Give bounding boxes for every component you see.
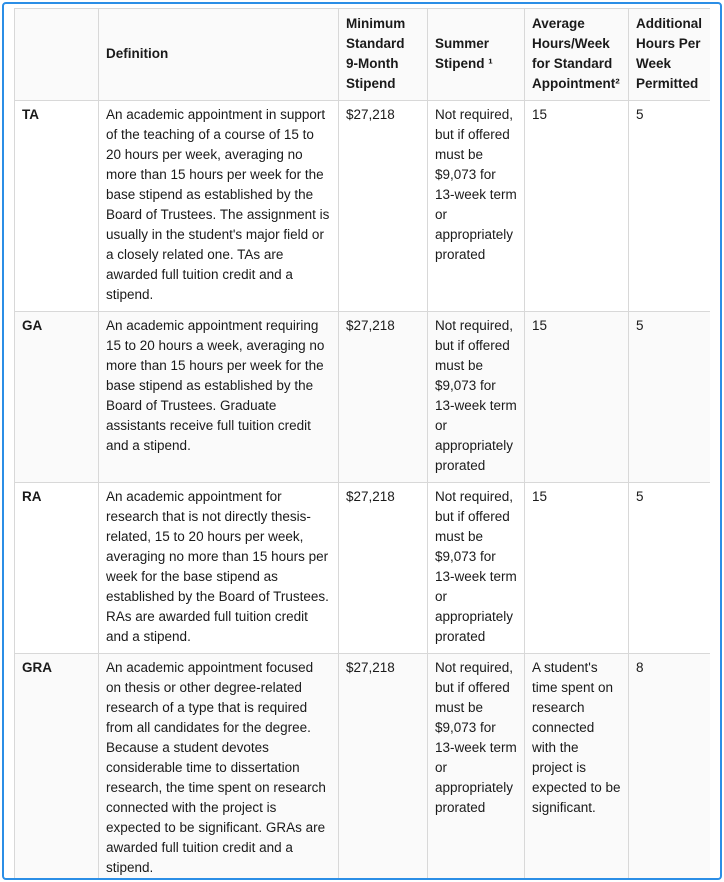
additional-cell: 5: [629, 312, 711, 483]
hours-cell: A student's time spent on research connected with the project is expected to be significant.: [525, 654, 629, 879]
table-row: [15, 483, 711, 654]
role-cell: GRA: [15, 654, 99, 879]
header-additional-hours: Additional Hours Per Week Permitted: [629, 9, 711, 101]
header-summer-stipend: Summer Stipend ¹: [428, 9, 525, 101]
definition-cell: An academic appointment requiring 15 to 20 hours a week, averaging no more than 15 hours per week for the base stipend as established by the Board of Trustees. Graduate assistants receive full tuition credit and a stipend.: [99, 312, 339, 483]
header-role: [15, 9, 99, 101]
header-average-hours: Average Hours/Week for Standard Appointment²: [525, 9, 629, 101]
table-container: [14, 8, 710, 878]
header-stipend: Minimum Standard 9-Month Stipend: [339, 9, 428, 101]
additional-cell: 5: [629, 483, 711, 654]
summer-cell: Not required, but if offered must be $9,073 for 13-week term or appropriately prorated: [428, 654, 525, 879]
stipend-cell: $27,218: [339, 312, 428, 483]
additional-cell: 8: [629, 654, 711, 879]
hours-cell: 15: [525, 312, 629, 483]
appointment-table: [14, 8, 710, 878]
summer-cell: Not required, but if offered must be $9,073 for 13-week term or appropriately prorated: [428, 312, 525, 483]
hours-cell: 15: [525, 483, 629, 654]
table-row: [15, 101, 711, 312]
definition-cell: An academic appointment in support of the teaching of a course of 15 to 20 hours per week, averaging no more than 15 hours per week for the base stipend as established by the Board of Trustees. The assignment is usually in the student's major field or a closely related one. TAs are awarded full tuition credit and a stipend.: [99, 101, 339, 312]
summer-cell: Not required, but if offered must be $9,073 for 13-week term or appropriately prorated: [428, 101, 525, 312]
role-cell: RA: [15, 483, 99, 654]
table-row: [15, 654, 711, 879]
stipend-cell: $27,218: [339, 654, 428, 879]
summer-cell: Not required, but if offered must be $9,073 for 13-week term or appropriately prorated: [428, 483, 525, 654]
hours-cell: 15: [525, 101, 629, 312]
stipend-cell: $27,218: [339, 101, 428, 312]
table-row: [15, 312, 711, 483]
definition-cell: An academic appointment focused on thesis or other degree-related research of a type that is required from all candidates for the degree. Because a student devotes considerable time to dissertation research, the time spent on research connected with the project is expected to be significant. GRAs are awarded full tuition credit and a stipend.: [99, 654, 339, 879]
stipend-cell: $27,218: [339, 483, 428, 654]
role-cell: TA: [15, 101, 99, 312]
table-header-row: [15, 9, 711, 101]
additional-cell: 5: [629, 101, 711, 312]
header-definition: Definition: [99, 9, 339, 101]
role-cell: GA: [15, 312, 99, 483]
table-frame: [2, 2, 722, 880]
definition-cell: An academic appointment for research that is not directly thesis-related, 15 to 20 hours per week, averaging no more than 15 hours per week for the base stipend as established by the Board of Trustees. RAs are awarded full tuition credit and a stipend.: [99, 483, 339, 654]
